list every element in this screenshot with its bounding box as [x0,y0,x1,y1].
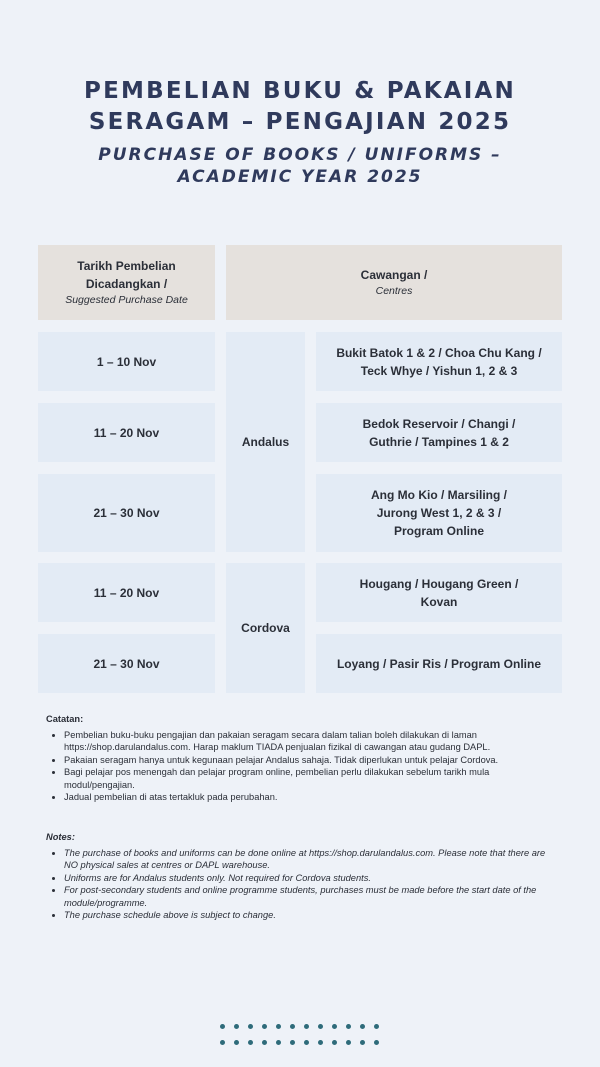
date-cell [38,474,215,552]
date-cell [38,563,215,622]
dot-icon [304,1024,309,1029]
dot-icon [276,1024,281,1029]
note-item: • Jadual pembelian di atas tertakluk pada perubahan. [64,791,556,804]
note-item: • The purchase of books and uniforms can be done online at https://shop.darulandalus.com. Please note that there are NO physical sales at centres or DAPL warehouse. [64,847,556,872]
centres-line: Teck Whye / Yishun 1, 2 & 3 [360,363,518,378]
notes-list [46,847,556,922]
dot-icon [248,1024,253,1029]
dot-icon [346,1024,351,1029]
date-text: 21 – 30 Nov [93,656,160,671]
centres-cell [316,474,562,552]
dot-icon [346,1040,351,1045]
branch-cell-cordova [226,563,305,693]
page-title [0,76,600,138]
date-cell [38,403,215,462]
branch-cell-andalus [226,332,305,552]
dot-icon [360,1024,365,1029]
centres-cell [316,332,562,391]
notes-list [46,729,556,804]
dot-icon [276,1040,281,1045]
dot-icon [262,1040,267,1045]
centres-line: Loyang / Pasir Ris / Program Online [336,656,542,671]
title-line-2: SERAGAM – PENGAJIAN 2025 [88,109,512,135]
centres-line: Guthrie / Tampines 1 & 2 [369,434,509,449]
dot-icon [234,1040,239,1045]
centres-line: Bedok Reservoir / Changi / [362,416,516,431]
dot-icon [290,1024,295,1029]
centres-line: Bukit Batok 1 & 2 / Choa Chu Kang / [336,345,542,360]
note-item: • Uniforms are for Andalus students only. Not required for Cordova students. [64,872,556,885]
date-text: 11 – 20 Nov [93,585,160,600]
centres-cell [316,563,562,622]
centres-cell [316,634,562,693]
centres-line: Jurong West 1, 2 & 3 / [376,506,502,520]
centres-line: Ang Mo Kio / Marsiling / [371,488,507,502]
branch-name: Andalus [241,435,290,449]
dot-icon [374,1040,379,1045]
dot-icon [262,1024,267,1029]
header-date-cell [38,245,215,320]
note-item: • Pembelian buku-buku pengajian dan pakaian seragam secara dalam talian boleh dilakukan di laman https://shop.darulandalus.com. Harap maklum TIADA penjualan fizikal di cawangan atau gudang DAPL. [64,729,556,754]
dot-icon [234,1024,239,1029]
dot-icon [248,1040,253,1045]
date-cell [38,634,215,693]
dot-icon [332,1040,337,1045]
header-centre-en: Centres [375,285,413,297]
header-date-en: Suggested Purchase Date [65,294,188,306]
note-item: • Pakaian seragam hanya untuk kegunaan pelajar Andalus sahaja. Tidak diperlukan untuk pelajar Cordova. [64,754,556,767]
note-item: • For post-secondary students and online programme students, purchases must be made before the start date of the module/programme. [64,884,556,909]
centres-line: Kovan [420,594,458,609]
date-text: 11 – 20 Nov [93,425,160,440]
centres-line: Hougang / Hougang Green / [359,576,519,591]
dot-icon [360,1040,365,1045]
header-centre-cell [226,245,562,320]
notes-english [46,831,556,922]
centres-line: Program Online [393,524,485,538]
note-item: • Bagi pelajar pos menengah dan pelajar program online, pembelian perlu dilakukan sebelum tarikh mula modul/pengajian. [64,766,556,791]
subtitle-line-1: PURCHASE OF BOOKS / UNIFORMS – [98,145,502,165]
notes-malay [46,713,556,804]
note-item: • The purchase schedule above is subject to change. [64,909,556,922]
date-cell [38,332,215,391]
dot-icon [220,1040,225,1045]
dot-icon [318,1040,323,1045]
notes-heading: Catatan: [46,714,84,724]
dot-icon [290,1040,295,1045]
dot-icon [220,1024,225,1029]
centres-cell [316,403,562,462]
header-date-line2: Dicadangkan / [85,277,168,291]
date-text: 21 – 30 Nov [93,506,160,520]
dot-icon [332,1024,337,1029]
subtitle-line-2: ACADEMIC YEAR 2025 [177,167,423,187]
dot-icon [318,1024,323,1029]
header-date-line1: Tarikh Pembelian [77,259,176,273]
date-text: 1 – 10 Nov [96,354,157,369]
notes-heading: Notes: [46,832,75,842]
branch-name: Cordova [241,621,290,635]
header-centre-label: Cawangan / [360,268,428,282]
dot-icon [304,1040,309,1045]
dot-icon [374,1024,379,1029]
decorative-dots [220,1024,382,1045]
title-line-1: PEMBELIAN BUKU & PAKAIAN [84,78,516,104]
page-subtitle [0,144,600,188]
